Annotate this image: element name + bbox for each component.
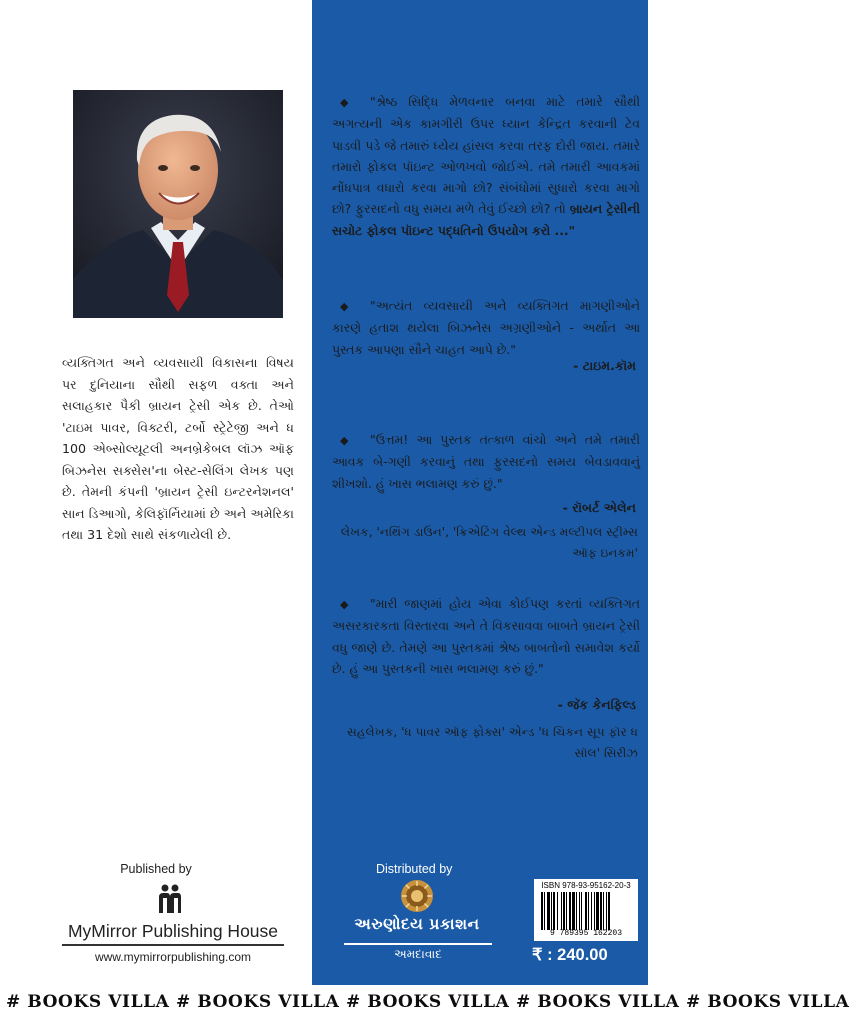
quote-3	[332, 429, 640, 494]
quote-4	[332, 593, 640, 679]
quote-3-attribution: - રૉબર્ટ એલેન	[562, 500, 636, 515]
quote-2-attribution: - ટાઇમ.કૉમ	[573, 358, 636, 373]
barcode-bar	[544, 892, 545, 930]
quote-3-text: "ઉત્તમ! આ પુસ્તક તત્કાળ વાંચો અને તમે તમારી આવક બે-ગણી કરવાનું તથા ફુરસદનો સમય બેવડાવવાનું શીખશો. હું ખાસ ભલામણ કરું છું."	[332, 432, 640, 491]
barcode-bar	[563, 892, 565, 930]
barcode-bar	[541, 892, 543, 930]
barcode-bar	[581, 892, 582, 930]
barcode-bar	[603, 892, 604, 930]
barcode-bar	[561, 892, 562, 930]
barcode-bar	[588, 892, 589, 930]
quote-bullet-icon: ◆	[340, 96, 349, 109]
quote-1-text: "શ્રેષ્ઠ સિદ્ધિ મેળવનાર બનવા માટે તમારે સૌથી અગત્યની એક કામગીરી ઉપર ધ્યાન કેન્દ્રિત કરવાની ટેવ પાડવી પડે જે તમારું ધ્યેય હાંસલ કરવા તરફ દોરી જાય. તમારે તમારો ફોકલ પૉઇન્ટ ઓળખવો જોઈએ. તમે તમારી આવકમાં નોંધપાત્ર વધારો કરવા માગો છો? સંબંધોમાં સુધારો કરવા માગો છો? ફુરસદનો વધુ સમય મળે તેવું ઈચ્છો છો? તો	[332, 94, 640, 217]
barcode-bar	[547, 892, 550, 930]
barcode-bar	[591, 892, 592, 930]
quote-bullet-icon: ◆	[340, 300, 349, 313]
quote-4-attribution-sub: સહલેખક, 'ધ પાવર ઑફ ફોક્સ' એન્ડ 'ધ ચિકન સૂપ ફૉર ધ સૉલ' સિરીઝ	[346, 725, 638, 760]
barcode-bar	[553, 892, 555, 930]
isbn-barcode	[534, 879, 638, 941]
publisher-url[interactable]: www.mymirrorpublishing.com	[94, 950, 252, 964]
barcode-bar	[551, 892, 552, 930]
quote-bullet-icon: ◆	[340, 434, 349, 447]
barcode-bars	[541, 892, 631, 930]
barcode-bar	[606, 892, 607, 930]
price-tag: ₹ : 240.00	[532, 946, 608, 964]
barcode-bar	[572, 892, 575, 930]
quote-2	[332, 295, 640, 360]
barcode-bar	[596, 892, 599, 930]
distributor-city: અમદાવાદ	[394, 947, 442, 961]
author-photo	[73, 90, 283, 318]
distributed-by-label: Distributed by	[376, 862, 453, 876]
author-bio: વ્યક્તિગત અને વ્યવસાયી વિકાસના વિષય પર દુનિયાના સૌથી સફળ વક્તા અને સલાહકાર પૈકી બ્રાયન ટ્રેસી એક છે. તેઓ 'ટાઇમ પાવર, વિક્ટરી, ટર્બો સ્ટ્રેટેજી અને ધ 100 એબ્સોલ્યૂટલી અનબ્રેકેબલ લૉઝ ઑફ બિઝનેસ સક્સેસ'ના બેસ્ટ-સેલિંગ લેખક પણ છે. તેમની કંપની 'બ્રાયન ટ્રેસી ઇન્ટરનેશનલ' સાન ડિઆગો, કેલિફૉર્નિયામાં છે અને અમેરિકા તથા 31 દેશો સાથે સંકળાયેલી છે.	[62, 355, 294, 542]
quote-1	[332, 91, 640, 241]
barcode-bar	[557, 892, 558, 930]
distributor-name: અરુણોદય પ્રકાશન	[354, 915, 480, 933]
barcode-bar	[579, 892, 580, 930]
publisher-name: MyMirror Publishing House	[67, 921, 279, 941]
published-by-label: Published by	[120, 862, 192, 876]
watermark-strip	[0, 986, 849, 1024]
publisher-logo-icon	[157, 883, 183, 913]
barcode-bar	[569, 892, 571, 930]
publisher-divider	[62, 944, 284, 946]
barcode-bar	[600, 892, 602, 930]
back-cover-left-panel	[0, 0, 312, 985]
barcode-bar	[594, 892, 595, 930]
quote-4-text: "મારી જાણમાં હોય એવા કોઈપણ કરતાં વ્યક્તિગત અસરકારકતા વિસ્તારવા અને તે વિકસાવવા બાબતે બ્રાયન ટ્રેસી વધુ જાણે છે. તેમણે આ પુસ્તકમાં શ્રેષ્ઠ બાબતોનો સમાવેશ કર્યો છે. હું આ પુસ્તકની ખાસ ભલામણ કરું છું."	[332, 596, 640, 676]
quote-4-attribution: - જૅક કેનફિલ્ડ	[557, 697, 636, 712]
distributor-logo-icon	[400, 879, 434, 913]
quote-3-attribution-sub: લેખક, 'નથિંગ ડાઉન', 'ક્રિએટિંગ વેલ્થ એન્ડ મલ્ટીપલ સ્ટ્રીમ્સ ઑફ ઇનકમ'	[340, 525, 638, 560]
quote-2-text: "અત્યંત વ્યવસાયી અને વ્યક્તિગત માગણીઓને કારણે હતાશ થયેલા બિઝનેસ અગ્રણીઓને - અર્થાત આ પુસ્તક આપણા સૌને ચાહત આપે છે."	[332, 298, 640, 357]
quote-1-emphasis: બ્રાયન ટ્રેસીની સચોટ ફોકલ પૉઇન્ટ પદ્ધતિનો ઉપયોગ કરો ..."	[332, 201, 640, 238]
barcode-bar	[585, 892, 587, 930]
barcode-bar	[608, 892, 610, 930]
isbn-digits: 9 789395 162203	[549, 929, 622, 938]
distributor-divider	[344, 943, 492, 945]
isbn-label: ISBN 978-93-95162-20-3	[541, 881, 631, 890]
barcode-bar	[576, 892, 577, 930]
quote-bullet-icon: ◆	[340, 598, 349, 611]
watermark-text: # BOOKS VILLA # BOOKS VILLA # BOOKS VILLA # BOOKS VILLA # BOOKS VILLA	[6, 992, 849, 1012]
barcode-bar	[566, 892, 567, 930]
